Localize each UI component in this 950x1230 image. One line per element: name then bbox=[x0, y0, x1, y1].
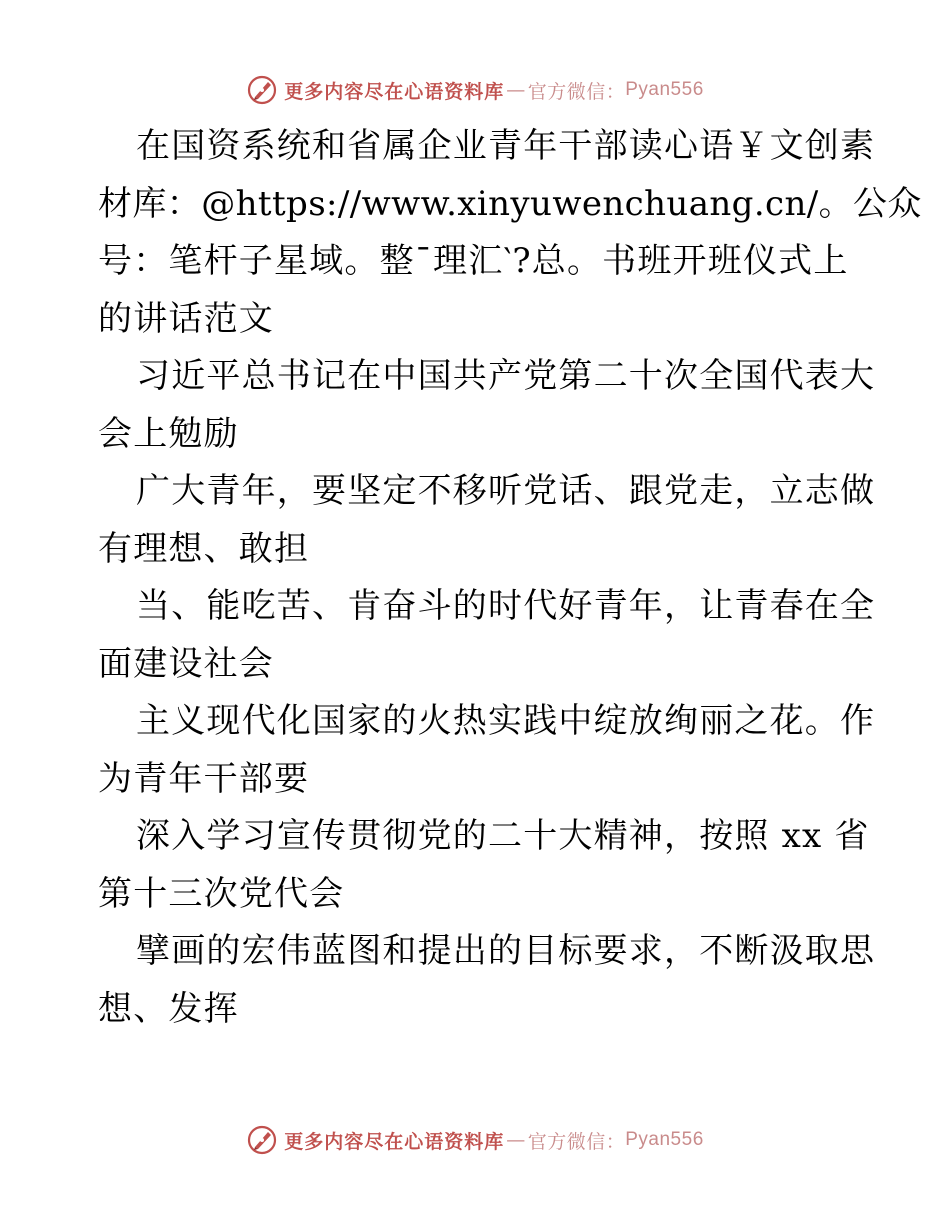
body-line: 号：笔杆子星域。整¯理汇‵?总。书班开班仪式上 bbox=[98, 241, 849, 281]
body-line: 习近平总书记在中国共产党第二十次全国代表大 bbox=[136, 356, 876, 396]
pen-logo-icon bbox=[246, 1124, 278, 1156]
header-banner bbox=[0, 72, 950, 108]
body-line: 会上勉励 bbox=[98, 413, 239, 454]
header-banner-wechat-id: Pyan556 bbox=[625, 79, 704, 100]
header-banner-content bbox=[246, 74, 704, 106]
body-line: 材库：@https://www.xinyuwenchuang.cn/。公众 bbox=[98, 183, 922, 224]
body-line: 当、能吃苦、肯奋斗的时代好青年，让青春在全 bbox=[136, 586, 876, 626]
footer-banner bbox=[0, 1122, 950, 1158]
body-line: 的讲话范文 bbox=[98, 298, 274, 339]
body-line: 广大青年，要坚定不移听党话、跟党走，立志做 bbox=[136, 471, 876, 511]
header-banner-wechat-label: 官方微信： bbox=[527, 80, 626, 103]
header-banner-separator: — bbox=[506, 79, 526, 101]
footer-banner-title: 更多内容尽在心语资料库 bbox=[284, 1130, 505, 1153]
body-line: 为青年干部要 bbox=[98, 758, 310, 799]
header-banner-title: 更多内容尽在心语资料库 bbox=[284, 80, 505, 103]
body-line: 想、发挥 bbox=[98, 988, 239, 1029]
body-line: 有理想、敢担 bbox=[98, 528, 310, 569]
pen-logo-icon bbox=[246, 74, 278, 106]
footer-banner-wechat-id: Pyan556 bbox=[625, 1129, 704, 1150]
footer-banner-content bbox=[246, 1124, 704, 1156]
body-line: 擘画的宏伟蓝图和提出的目标要求，不断汲取思 bbox=[136, 931, 876, 971]
footer-banner-separator: — bbox=[506, 1129, 526, 1151]
body-line: 第十三次党代会 bbox=[98, 873, 345, 914]
document-body bbox=[98, 118, 922, 1038]
footer-banner-wechat-label: 官方微信： bbox=[527, 1130, 626, 1153]
body-line: 面建设社会 bbox=[98, 643, 274, 684]
body-line: 主义现代化国家的火热实践中绽放绚丽之花。作 bbox=[136, 701, 876, 741]
body-line: 深入学习宣传贯彻党的二十大精神，按照 xx 省 bbox=[136, 816, 870, 856]
body-line: 在国资系统和省属企业青年干部读心语￥文创素 bbox=[136, 126, 876, 166]
